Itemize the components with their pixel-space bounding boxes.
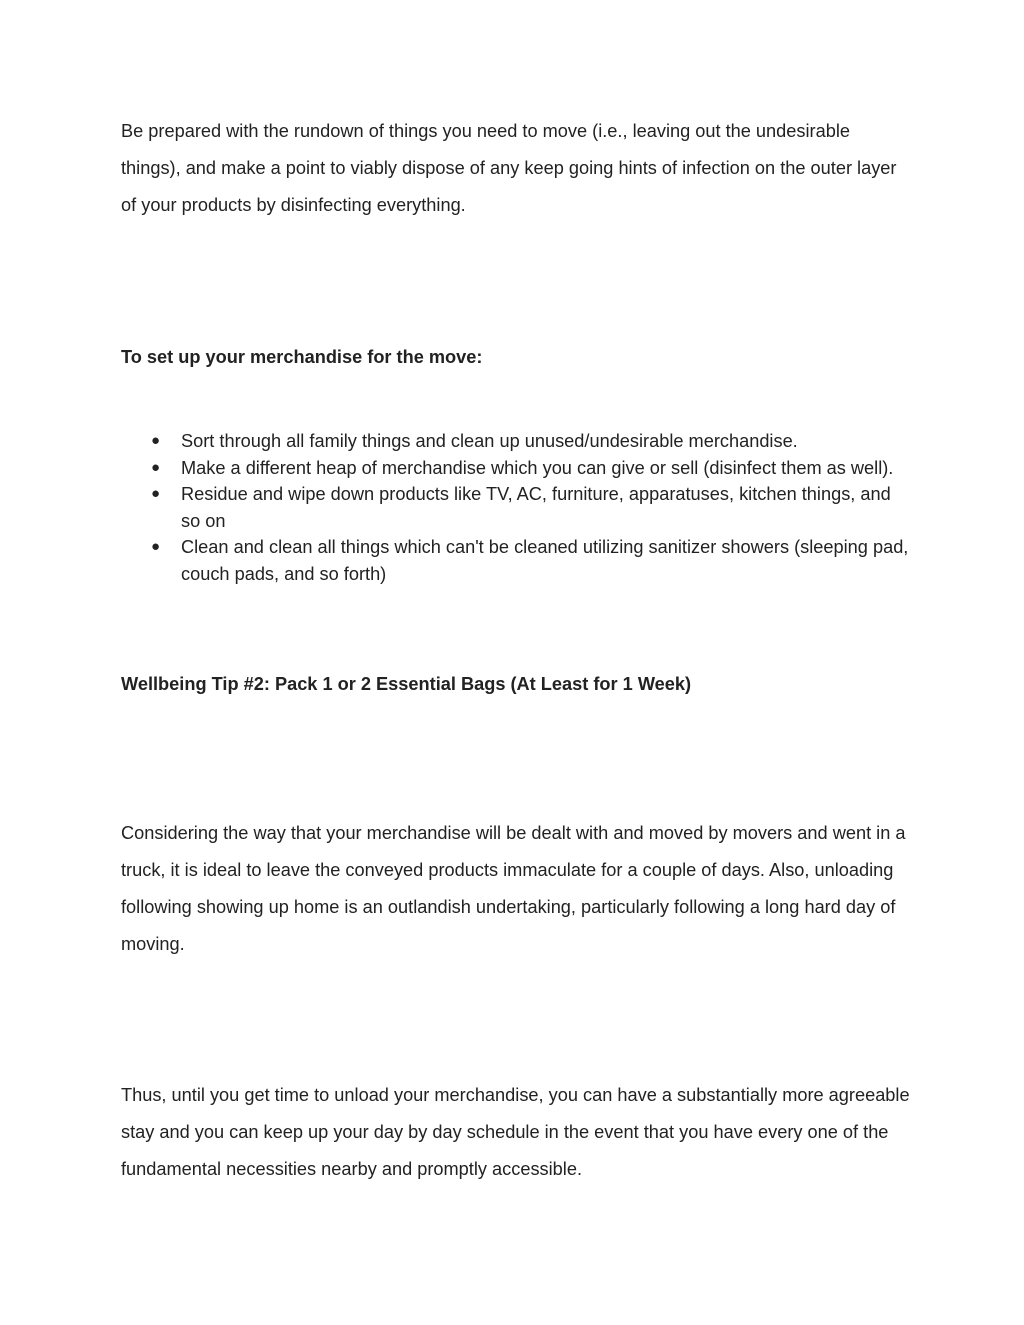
bullet-icon: ● [151, 485, 161, 502]
list-item-text: Sort through all family things and clean up unused/undesirable merchandise. [181, 431, 798, 451]
list-item-text: Clean and clean all things which can't be cleaned utilizing sanitizer showers (sleeping pad, couch pads, and so forth) [181, 537, 909, 584]
closing-paragraph: Thus, until you get time to unload your merchandise, you can have a substantially more agreeable stay and you can keep up your day by day schedule in the event that you have every one of the fundamental necessities nearby and promptly accessible. [121, 1085, 910, 1179]
setup-heading: To set up your merchandise for the move: [121, 347, 483, 367]
bullet-icon: ● [151, 458, 161, 476]
list-item-text: Make a different heap of merchandise which you can give or sell (disinfect them as well). [181, 457, 894, 478]
tip-heading: Wellbeing Tip #2: Pack 1 or 2 Essential Bags (At Least for 1 Week) [121, 674, 692, 694]
movers-paragraph: Considering the way that your merchandise will be dealt with and moved by movers and went in a truck, it is ideal to leave the conveyed products immaculate for a couple of days. Also, unloading following showing up home is an outlandish undertaking, particularly following a long hard day of moving. [121, 823, 906, 954]
list-item [121, 428, 911, 455]
list-item-text: Residue and wipe down products like TV, AC, furniture, apparatuses, kitchen things, and so on [181, 484, 891, 531]
setup-bullet-list [121, 428, 911, 587]
intro-paragraph: Be prepared with the rundown of things you need to move (i.e., leaving out the undesirable things), and make a point to viably dispose of any keep going hints of infection on the outer layer of your products by disinfecting everything. [121, 121, 897, 215]
list-item [121, 455, 911, 482]
list-item [121, 534, 911, 587]
bullet-icon: ● [151, 432, 161, 449]
bullet-icon: ● [151, 538, 161, 555]
list-item [121, 481, 911, 534]
